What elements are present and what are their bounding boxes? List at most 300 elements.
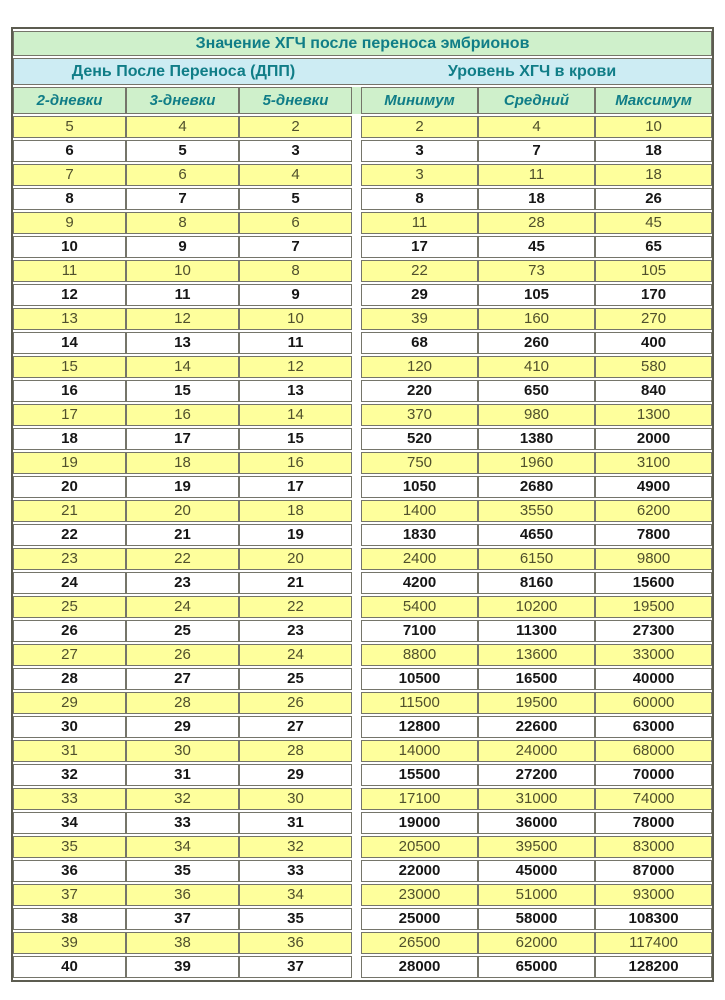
cell-5day-dpt: 3 [239,140,352,162]
group-header-hcg-level: Уровень ХГЧ в крови [447,62,617,80]
hcg-table [11,27,714,982]
cell-maximum: 70000 [595,764,712,786]
cell-2day-dpt: 9 [13,212,126,234]
cell-5day-dpt: 32 [239,836,352,858]
column-header-average: Средний [478,87,595,114]
cell-maximum: 18 [595,164,712,186]
table-row [13,116,712,138]
cell-average: 2680 [478,476,595,498]
cell-3day-dpt: 18 [126,452,239,474]
cell-2day-dpt: 10 [13,236,126,258]
table-row [13,140,712,162]
cell-maximum: 40000 [595,668,712,690]
column-gap [352,740,361,762]
cell-average: 51000 [478,884,595,906]
cell-maximum: 15600 [595,572,712,594]
cell-maximum: 270 [595,308,712,330]
table-row [13,164,712,186]
cell-minimum: 17 [361,236,478,258]
cell-average: 13600 [478,644,595,666]
table-row [13,260,712,282]
cell-maximum: 840 [595,380,712,402]
column-gap [352,116,361,138]
cell-3day-dpt: 17 [126,428,239,450]
cell-3day-dpt: 9 [126,236,239,258]
cell-maximum: 27300 [595,620,712,642]
cell-5day-dpt: 8 [239,260,352,282]
cell-minimum: 1400 [361,500,478,522]
cell-2day-dpt: 31 [13,740,126,762]
cell-2day-dpt: 32 [13,764,126,786]
cell-minimum: 750 [361,452,478,474]
cell-minimum: 2 [361,116,478,138]
cell-5day-dpt: 5 [239,188,352,210]
cell-minimum: 2400 [361,548,478,570]
cell-average: 980 [478,404,595,426]
cell-3day-dpt: 28 [126,692,239,714]
cell-2day-dpt: 24 [13,572,126,594]
cell-5day-dpt: 27 [239,716,352,738]
table-row [13,332,712,354]
column-gap [352,260,361,282]
cell-3day-dpt: 27 [126,668,239,690]
table-row [13,884,712,906]
table-row [13,284,712,306]
cell-5day-dpt: 9 [239,284,352,306]
table-row [13,764,712,786]
cell-average: 105 [478,284,595,306]
cell-minimum: 28000 [361,956,478,978]
cell-average: 65000 [478,956,595,978]
cell-maximum: 170 [595,284,712,306]
column-gap [352,668,361,690]
cell-average: 16500 [478,668,595,690]
cell-3day-dpt: 8 [126,212,239,234]
cell-minimum: 11500 [361,692,478,714]
cell-3day-dpt: 12 [126,308,239,330]
cell-3day-dpt: 10 [126,260,239,282]
cell-2day-dpt: 28 [13,668,126,690]
cell-average: 7 [478,140,595,162]
cell-3day-dpt: 21 [126,524,239,546]
cell-maximum: 9800 [595,548,712,570]
cell-maximum: 74000 [595,788,712,810]
cell-2day-dpt: 27 [13,644,126,666]
cell-average: 27200 [478,764,595,786]
cell-maximum: 400 [595,332,712,354]
cell-5day-dpt: 31 [239,812,352,834]
column-gap [352,308,361,330]
cell-minimum: 4200 [361,572,478,594]
cell-2day-dpt: 15 [13,356,126,378]
cell-5day-dpt: 29 [239,764,352,786]
table-row [13,812,712,834]
cell-maximum: 63000 [595,716,712,738]
cell-minimum: 1830 [361,524,478,546]
table-row [13,668,712,690]
cell-3day-dpt: 14 [126,356,239,378]
table-row [13,428,712,450]
cell-5day-dpt: 22 [239,596,352,618]
cell-3day-dpt: 6 [126,164,239,186]
cell-5day-dpt: 24 [239,644,352,666]
cell-average: 1380 [478,428,595,450]
cell-3day-dpt: 16 [126,404,239,426]
column-gap [352,860,361,882]
cell-3day-dpt: 29 [126,716,239,738]
cell-3day-dpt: 22 [126,548,239,570]
cell-5day-dpt: 20 [239,548,352,570]
table-row [13,908,712,930]
cell-maximum: 2000 [595,428,712,450]
cell-5day-dpt: 13 [239,380,352,402]
column-gap [352,380,361,402]
column-gap [352,87,361,114]
cell-5day-dpt: 12 [239,356,352,378]
cell-maximum: 10 [595,116,712,138]
table-row [13,476,712,498]
table-row [13,236,712,258]
cell-average: 160 [478,308,595,330]
cell-maximum: 6200 [595,500,712,522]
cell-average: 18 [478,188,595,210]
cell-average: 650 [478,380,595,402]
cell-average: 8160 [478,572,595,594]
column-gap [352,188,361,210]
cell-2day-dpt: 23 [13,548,126,570]
cell-2day-dpt: 40 [13,956,126,978]
cell-2day-dpt: 22 [13,524,126,546]
cell-maximum: 105 [595,260,712,282]
column-gap [352,428,361,450]
cell-minimum: 29 [361,284,478,306]
table-row [13,740,712,762]
cell-5day-dpt: 34 [239,884,352,906]
cell-maximum: 1300 [595,404,712,426]
cell-3day-dpt: 32 [126,788,239,810]
table-row [13,572,712,594]
column-gap [352,164,361,186]
cell-maximum: 68000 [595,740,712,762]
cell-minimum: 1050 [361,476,478,498]
column-gap [352,956,361,978]
cell-3day-dpt: 25 [126,620,239,642]
cell-5day-dpt: 36 [239,932,352,954]
cell-maximum: 7800 [595,524,712,546]
cell-2day-dpt: 6 [13,140,126,162]
cell-5day-dpt: 2 [239,116,352,138]
cell-average: 4650 [478,524,595,546]
cell-average: 58000 [478,908,595,930]
cell-minimum: 8 [361,188,478,210]
cell-5day-dpt: 18 [239,500,352,522]
cell-2day-dpt: 38 [13,908,126,930]
cell-2day-dpt: 17 [13,404,126,426]
cell-maximum: 87000 [595,860,712,882]
column-gap [352,212,361,234]
cell-minimum: 68 [361,332,478,354]
cell-3day-dpt: 31 [126,764,239,786]
cell-maximum: 18 [595,140,712,162]
cell-minimum: 25000 [361,908,478,930]
cell-3day-dpt: 34 [126,836,239,858]
column-gap [352,596,361,618]
cell-average: 260 [478,332,595,354]
cell-maximum: 45 [595,212,712,234]
table-row [13,188,712,210]
cell-3day-dpt: 35 [126,860,239,882]
cell-5day-dpt: 21 [239,572,352,594]
cell-2day-dpt: 35 [13,836,126,858]
column-gap [352,692,361,714]
column-gap [352,788,361,810]
column-header-maximum: Максимум [595,87,712,114]
title-row [13,31,712,56]
cell-5day-dpt: 11 [239,332,352,354]
cell-maximum: 26 [595,188,712,210]
column-gap [352,500,361,522]
column-gap [352,236,361,258]
table-row [13,956,712,978]
column-gap [352,284,361,306]
cell-minimum: 10500 [361,668,478,690]
cell-average: 22600 [478,716,595,738]
cell-3day-dpt: 19 [126,476,239,498]
cell-maximum: 60000 [595,692,712,714]
cell-5day-dpt: 4 [239,164,352,186]
group-header-cell [13,58,712,85]
cell-minimum: 22 [361,260,478,282]
cell-minimum: 8800 [361,644,478,666]
cell-2day-dpt: 16 [13,380,126,402]
cell-average: 62000 [478,932,595,954]
table-row [13,452,712,474]
cell-5day-dpt: 16 [239,452,352,474]
cell-5day-dpt: 15 [239,428,352,450]
cell-3day-dpt: 15 [126,380,239,402]
cell-maximum: 78000 [595,812,712,834]
cell-5day-dpt: 7 [239,236,352,258]
cell-5day-dpt: 14 [239,404,352,426]
cell-5day-dpt: 23 [239,620,352,642]
column-gap [352,884,361,906]
column-header-minimum: Минимум [361,87,478,114]
cell-maximum: 3100 [595,452,712,474]
cell-2day-dpt: 14 [13,332,126,354]
cell-3day-dpt: 36 [126,884,239,906]
column-header-row [13,87,712,114]
cell-3day-dpt: 26 [126,644,239,666]
column-gap [352,332,361,354]
cell-minimum: 5400 [361,596,478,618]
cell-average: 24000 [478,740,595,762]
cell-minimum: 3 [361,140,478,162]
column-gap [352,644,361,666]
column-gap [352,836,361,858]
cell-minimum: 12800 [361,716,478,738]
cell-3day-dpt: 11 [126,284,239,306]
cell-average: 31000 [478,788,595,810]
cell-5day-dpt: 33 [239,860,352,882]
cell-maximum: 93000 [595,884,712,906]
cell-maximum: 128200 [595,956,712,978]
column-gap [352,908,361,930]
cell-2day-dpt: 33 [13,788,126,810]
cell-average: 39500 [478,836,595,858]
column-gap [352,356,361,378]
table-row [13,836,712,858]
table-row [13,932,712,954]
column-gap [352,620,361,642]
cell-3day-dpt: 5 [126,140,239,162]
cell-minimum: 370 [361,404,478,426]
cell-average: 73 [478,260,595,282]
table-title: Значение ХГЧ после переноса эмбрионов [13,31,712,56]
group-header-row [13,58,712,85]
cell-minimum: 14000 [361,740,478,762]
cell-2day-dpt: 5 [13,116,126,138]
cell-maximum: 83000 [595,836,712,858]
cell-5day-dpt: 30 [239,788,352,810]
cell-5day-dpt: 6 [239,212,352,234]
table-row [13,860,712,882]
cell-minimum: 220 [361,380,478,402]
cell-average: 36000 [478,812,595,834]
cell-minimum: 520 [361,428,478,450]
cell-maximum: 19500 [595,596,712,618]
cell-average: 28 [478,212,595,234]
cell-average: 45000 [478,860,595,882]
cell-average: 410 [478,356,595,378]
cell-2day-dpt: 7 [13,164,126,186]
cell-3day-dpt: 24 [126,596,239,618]
cell-minimum: 26500 [361,932,478,954]
table-row [13,596,712,618]
cell-minimum: 22000 [361,860,478,882]
cell-2day-dpt: 37 [13,884,126,906]
cell-maximum: 580 [595,356,712,378]
cell-average: 1960 [478,452,595,474]
cell-average: 3550 [478,500,595,522]
cell-5day-dpt: 10 [239,308,352,330]
cell-5day-dpt: 35 [239,908,352,930]
cell-2day-dpt: 18 [13,428,126,450]
cell-3day-dpt: 38 [126,932,239,954]
cell-5day-dpt: 17 [239,476,352,498]
cell-maximum: 4900 [595,476,712,498]
cell-minimum: 120 [361,356,478,378]
cell-average: 19500 [478,692,595,714]
cell-maximum: 33000 [595,644,712,666]
cell-minimum: 23000 [361,884,478,906]
cell-average: 6150 [478,548,595,570]
table-row [13,644,712,666]
cell-maximum: 108300 [595,908,712,930]
cell-minimum: 17100 [361,788,478,810]
column-gap [352,716,361,738]
table-row [13,500,712,522]
cell-3day-dpt: 7 [126,188,239,210]
table-body [13,116,712,978]
cell-5day-dpt: 26 [239,692,352,714]
cell-minimum: 20500 [361,836,478,858]
cell-5day-dpt: 37 [239,956,352,978]
column-gap [352,764,361,786]
column-gap [352,452,361,474]
cell-minimum: 19000 [361,812,478,834]
table-row [13,380,712,402]
cell-3day-dpt: 33 [126,812,239,834]
cell-2day-dpt: 20 [13,476,126,498]
cell-2day-dpt: 29 [13,692,126,714]
cell-3day-dpt: 39 [126,956,239,978]
cell-minimum: 7100 [361,620,478,642]
cell-average: 10200 [478,596,595,618]
cell-2day-dpt: 21 [13,500,126,522]
cell-average: 4 [478,116,595,138]
cell-average: 11 [478,164,595,186]
column-header-3day-embryos: 3-дневки [126,87,239,114]
column-gap [352,932,361,954]
table-row [13,212,712,234]
cell-minimum: 15500 [361,764,478,786]
cell-2day-dpt: 13 [13,308,126,330]
cell-2day-dpt: 39 [13,932,126,954]
cell-5day-dpt: 28 [239,740,352,762]
cell-2day-dpt: 34 [13,812,126,834]
cell-minimum: 11 [361,212,478,234]
cell-2day-dpt: 30 [13,716,126,738]
cell-3day-dpt: 13 [126,332,239,354]
cell-3day-dpt: 30 [126,740,239,762]
cell-average: 45 [478,236,595,258]
cell-3day-dpt: 23 [126,572,239,594]
table-row [13,356,712,378]
cell-maximum: 117400 [595,932,712,954]
table-row [13,620,712,642]
cell-2day-dpt: 36 [13,860,126,882]
cell-2day-dpt: 19 [13,452,126,474]
column-gap [352,140,361,162]
table-row [13,308,712,330]
cell-2day-dpt: 11 [13,260,126,282]
cell-5day-dpt: 25 [239,668,352,690]
table-row [13,716,712,738]
cell-3day-dpt: 37 [126,908,239,930]
column-gap [352,404,361,426]
cell-minimum: 39 [361,308,478,330]
column-gap [352,524,361,546]
table-row [13,548,712,570]
table-row [13,692,712,714]
column-gap [352,572,361,594]
cell-5day-dpt: 19 [239,524,352,546]
column-gap [352,476,361,498]
column-header-5day-embryos: 5-дневки [239,87,352,114]
group-header-days-after-transfer: День После Переноса (ДПП) [71,62,296,80]
column-gap [352,812,361,834]
table-row [13,788,712,810]
cell-minimum: 3 [361,164,478,186]
column-header-2day-embryos: 2-дневки [13,87,126,114]
column-gap [352,548,361,570]
cell-3day-dpt: 4 [126,116,239,138]
table-row [13,404,712,426]
cell-2day-dpt: 25 [13,596,126,618]
cell-2day-dpt: 8 [13,188,126,210]
cell-average: 11300 [478,620,595,642]
cell-maximum: 65 [595,236,712,258]
